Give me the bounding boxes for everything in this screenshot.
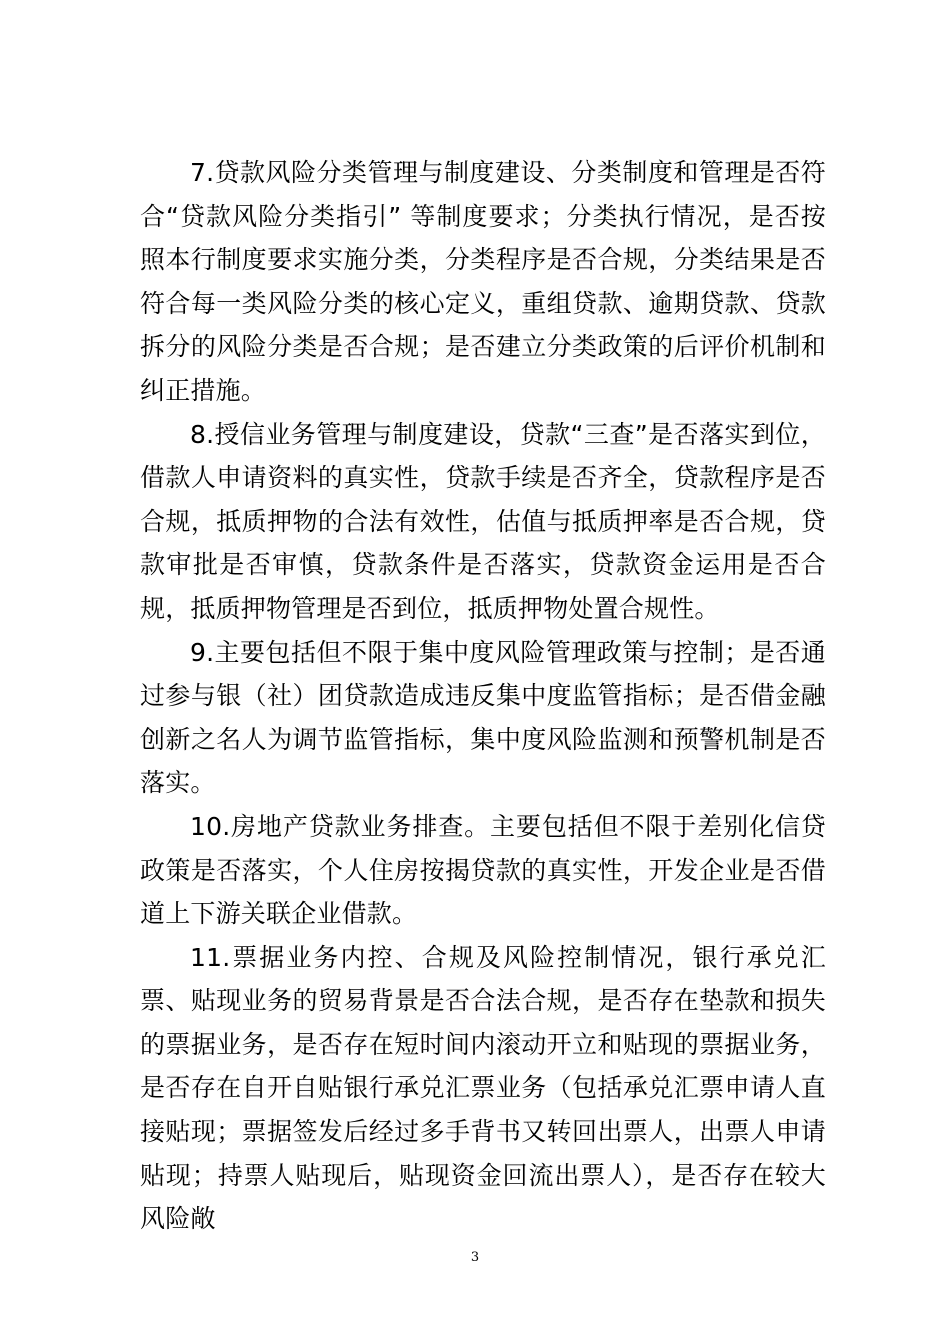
paragraph-10: 10.房地产贷款业务排查。主要包括但不限于差别化信贷政策是否落实，个人住房按揭贷款的真实性，开发企业是否借道上下游关联企业借款。 [140,811,826,929]
paragraph-8: 8.授信业务管理与制度建设，贷款“三查”是否落实到位，借款人申请资料的真实性，贷款手续是否齐全，贷款程序是否合规，抵质押物的合法有效性，估值与抵质押率是否合规，贷款审批是否审慎，贷款条件是否落实，贷款资金运用是否合规，抵质押物管理是否到位，抵质押物处置合规性。 [140,419,826,623]
paragraph-9: 9.主要包括但不限于集中度风险管理政策与控制；是否通过参与银（社）团贷款造成违反集中度监管指标；是否借金融创新之名人为调节监管指标，集中度风险监测和预警机制是否落实。 [140,637,826,798]
body-text [140,151,826,1241]
paragraph-7: 7.贷款风险分类管理与制度建设、分类制度和管理是否符合“贷款风险分类指引” 等制度要求；分类执行情况，是否按照本行制度要求实施分类，分类程序是否合规，分类结果是否符合每一类风险分类的核心定义，重组贷款、逾期贷款、贷款拆分的风险分类是否合规；是否建立分类政策的后评价机制和纠正措施。 [140,158,826,405]
paragraph-11: 11.票据业务内控、合规及风险控制情况，银行承兑汇票、贴现业务的贸易背景是否合法合规，是否存在垫款和损失的票据业务，是否存在短时间内滚动开立和贴现的票据业务，是否存在自开自贴银行承兑汇票业务（包括承兑汇票申请人直接贴现；票据签发后经过多手背书又转回出票人，出票人申请贴现；持票人贴现后，贴现资金回流出票人），是否存在较大风险敞 [140,942,826,1234]
page-number: 3 [470,1250,480,1265]
